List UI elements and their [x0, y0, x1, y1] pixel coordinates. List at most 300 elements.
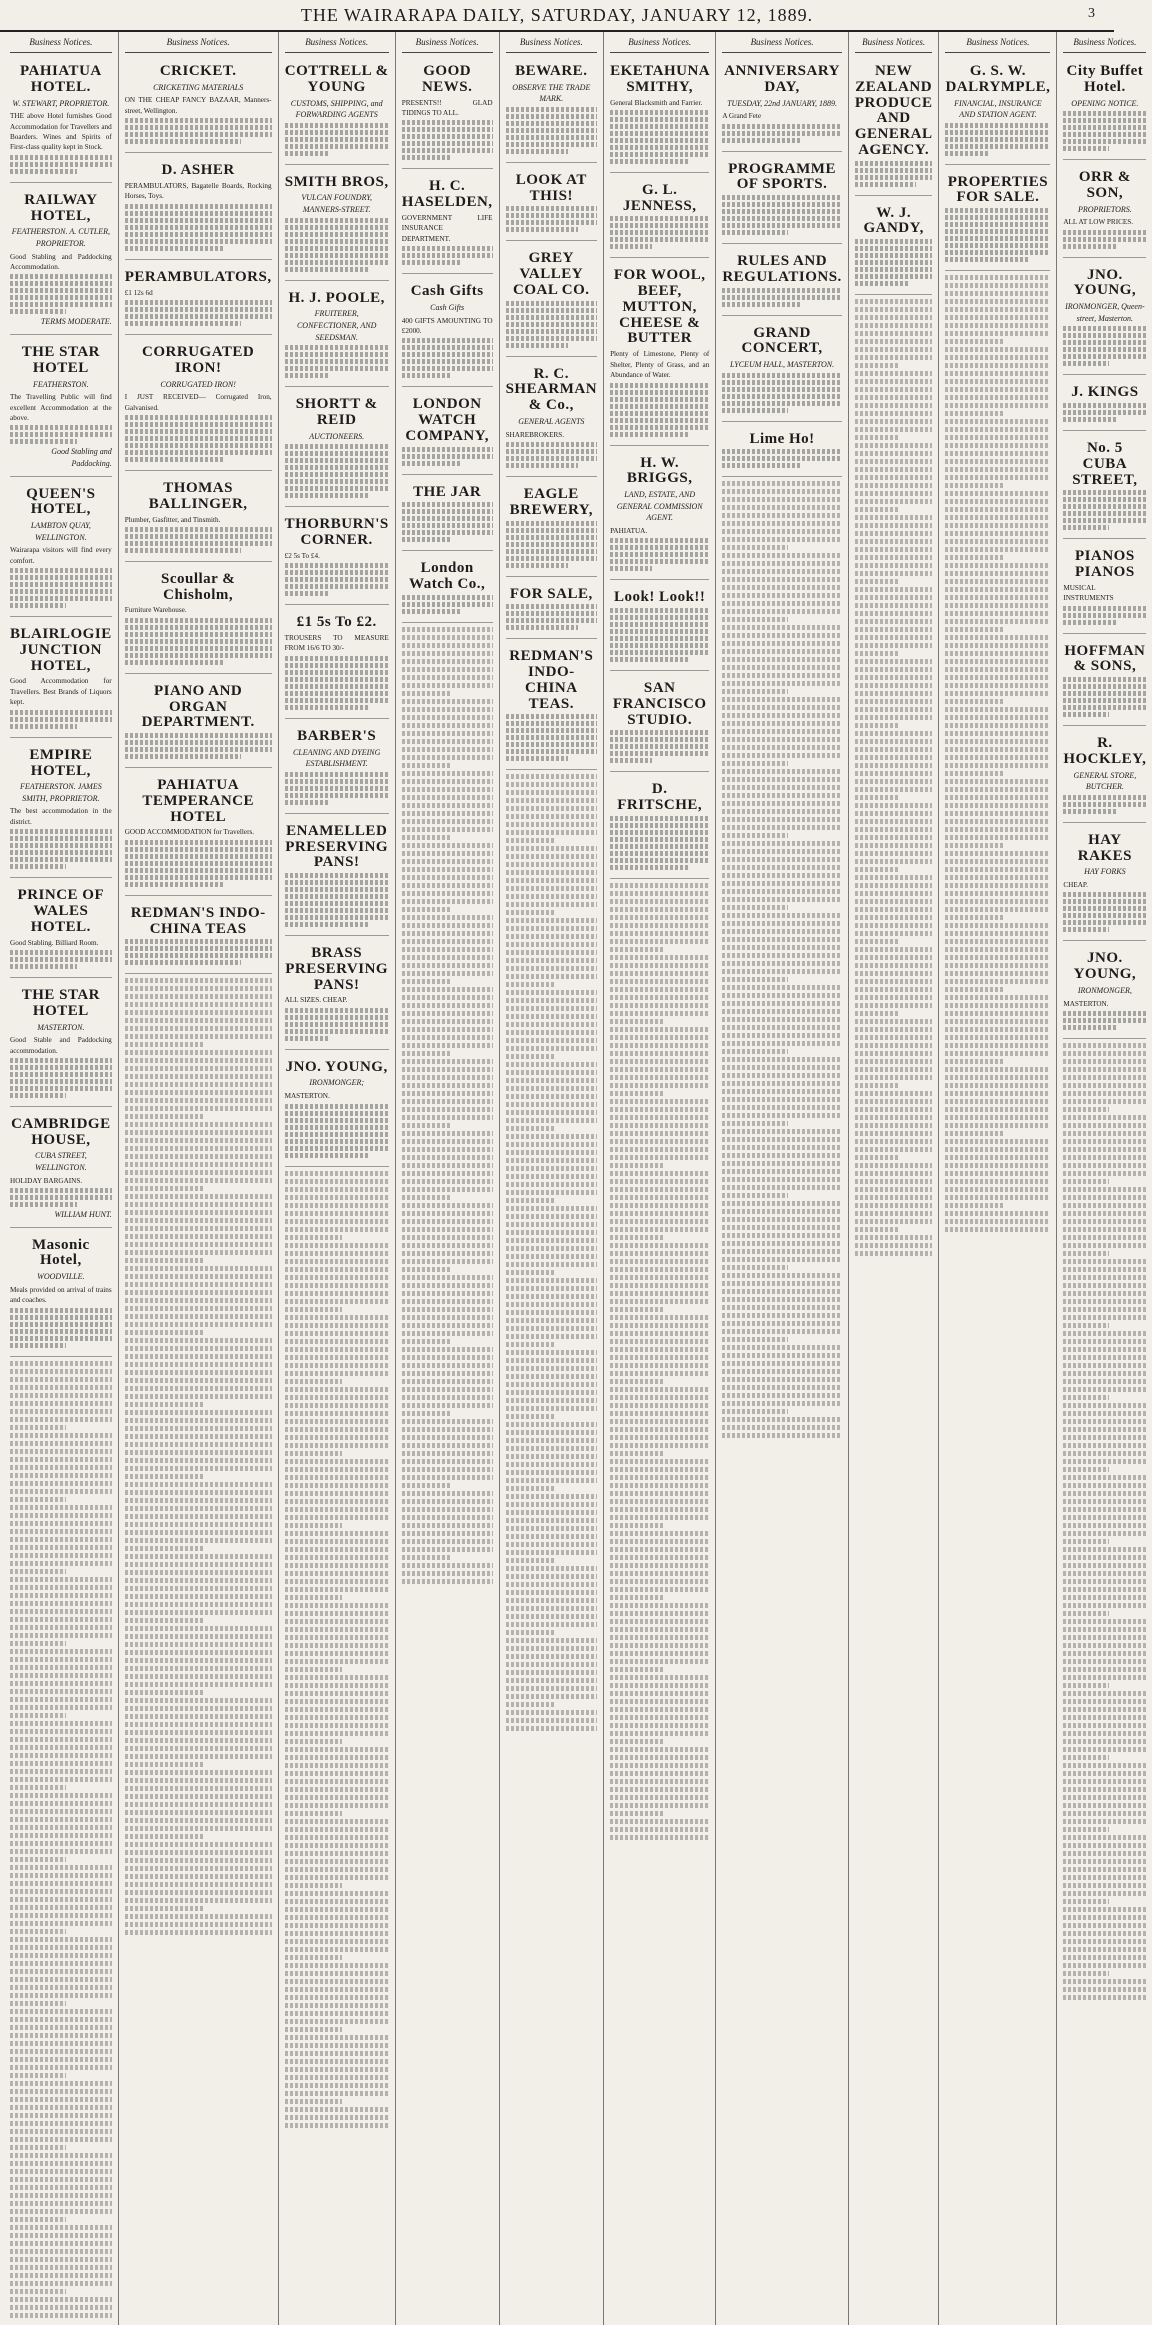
print-line	[855, 253, 933, 258]
print-line	[10, 857, 112, 862]
print-line	[402, 1107, 493, 1112]
print-line	[506, 1278, 598, 1283]
print-line	[945, 371, 1050, 376]
print-line	[722, 1313, 842, 1318]
print-line	[722, 1025, 842, 1030]
print-line	[855, 161, 933, 166]
print-line	[285, 1883, 342, 1888]
print-line	[402, 141, 493, 146]
print-line	[125, 1322, 272, 1327]
print-line	[1063, 1227, 1146, 1232]
print-line	[1063, 698, 1146, 703]
print-line	[285, 1211, 389, 1216]
print-line	[10, 1961, 112, 1966]
print-line	[125, 1090, 272, 1095]
print-line	[610, 138, 709, 143]
print-line	[402, 1387, 493, 1392]
print-line	[402, 667, 493, 672]
print-line	[402, 1323, 493, 1328]
print-line	[125, 1210, 272, 1215]
print-line	[506, 1646, 598, 1651]
print-line	[945, 819, 1050, 824]
print-line	[945, 659, 1050, 664]
print-line	[506, 315, 598, 320]
print-line	[125, 1282, 272, 1287]
print-line	[1063, 146, 1109, 151]
print-line	[402, 643, 493, 648]
print-line	[945, 427, 1050, 432]
print-line	[610, 1835, 709, 1840]
print-line	[855, 363, 898, 368]
print-line	[1063, 1491, 1146, 1496]
print-line	[125, 1386, 272, 1391]
print-line	[855, 547, 933, 552]
print-line	[855, 1123, 933, 1128]
print-line	[855, 451, 933, 456]
print-line	[610, 1547, 709, 1552]
print-line	[1063, 1867, 1146, 1872]
print-line	[402, 1579, 493, 1584]
print-line	[506, 774, 598, 779]
column-heading: Business Notices.	[125, 36, 272, 53]
print-line	[285, 1595, 342, 1600]
print-line	[285, 486, 389, 491]
print-line	[125, 1474, 206, 1479]
print-line	[506, 121, 598, 126]
column-5	[500, 32, 605, 2325]
print-line	[945, 243, 1050, 248]
print-line	[722, 1305, 842, 1310]
print-line	[125, 733, 272, 738]
print-line	[855, 1067, 933, 1072]
print-line	[945, 891, 1050, 896]
print-line	[610, 1187, 709, 1192]
advertisement	[285, 169, 389, 281]
print-line	[125, 232, 272, 237]
ad-title: CORRUGATED IRON!	[142, 344, 255, 376]
print-line	[506, 838, 556, 843]
print-line	[610, 1499, 709, 1504]
print-line	[125, 1178, 272, 1183]
print-line	[1063, 1443, 1146, 1448]
print-line	[722, 497, 842, 502]
print-line	[125, 1010, 272, 1015]
print-line	[1063, 1763, 1146, 1768]
print-line	[285, 584, 389, 589]
print-line	[506, 1334, 598, 1339]
print-line	[855, 955, 933, 960]
print-line	[610, 899, 709, 904]
print-line	[506, 1102, 598, 1107]
ad-body: PRESENTS!! GLAD TIDINGS TO ALL.	[401, 98, 493, 117]
print-line	[945, 387, 1050, 392]
advertisement	[506, 167, 598, 242]
print-line	[945, 683, 1050, 688]
print-line	[722, 897, 842, 902]
print-line	[855, 787, 933, 792]
print-line	[10, 1913, 112, 1918]
print-line	[285, 1235, 342, 1240]
print-line	[945, 144, 1050, 149]
print-line	[285, 2003, 389, 2008]
advertisement	[610, 262, 709, 445]
print-line	[945, 939, 1050, 944]
print-line	[506, 1174, 598, 1179]
print-line	[10, 1417, 112, 1422]
print-line	[125, 429, 272, 434]
print-line	[945, 275, 1050, 280]
print-line	[506, 1078, 598, 1083]
print-line	[285, 1571, 389, 1576]
print-line	[945, 1179, 1050, 1184]
print-line	[125, 1050, 272, 1055]
print-line	[285, 1651, 389, 1656]
print-line	[125, 1394, 272, 1399]
print-line	[10, 957, 112, 962]
print-line	[506, 735, 598, 740]
print-line	[855, 563, 933, 568]
print-line	[1063, 1723, 1146, 1728]
column-heading: Business Notices.	[610, 36, 709, 53]
print-line	[1063, 1539, 1109, 1544]
print-line	[945, 395, 1050, 400]
advertisement	[285, 940, 389, 1050]
print-line	[506, 1382, 598, 1387]
print-line	[506, 1670, 598, 1675]
print-line	[10, 1713, 66, 1718]
print-line	[855, 963, 933, 968]
ad-subtitle: LAND, ESTATE, AND GENERAL COMMISSION AGENT.	[616, 490, 703, 523]
ad-body: GOOD ACCOMMODATION for Travellers.	[124, 828, 255, 837]
print-line	[10, 1681, 112, 1686]
print-line	[506, 1622, 598, 1627]
print-line	[125, 218, 272, 223]
print-line	[722, 1233, 842, 1238]
print-line	[506, 1134, 598, 1139]
print-line	[402, 1451, 493, 1456]
advertisement	[945, 169, 1050, 272]
print-line	[506, 1318, 598, 1323]
print-line	[722, 1249, 842, 1254]
print-line	[402, 1363, 493, 1368]
print-line	[610, 131, 709, 136]
print-line	[945, 747, 1050, 752]
print-line	[506, 1430, 598, 1435]
print-line	[855, 1203, 933, 1208]
print-line	[855, 995, 933, 1000]
print-line	[285, 1747, 389, 1752]
ad-title: REDMAN'S INDO-CHINA TEAS	[130, 904, 266, 937]
print-line	[506, 135, 598, 140]
print-line	[610, 816, 709, 821]
ad-title: Scoullar & Chisholm,	[160, 570, 236, 603]
ad-title: Lime Ho!	[749, 430, 815, 447]
print-line	[125, 1146, 272, 1151]
print-line	[285, 1939, 389, 1944]
print-line	[125, 118, 272, 123]
print-line	[125, 1674, 272, 1679]
print-line	[1063, 1595, 1146, 1600]
print-line	[285, 1363, 389, 1368]
print-line	[722, 1337, 788, 1342]
print-line	[610, 650, 709, 655]
print-line	[506, 974, 598, 979]
print-line	[10, 2017, 112, 2022]
print-line	[125, 1490, 272, 1495]
print-line	[285, 1867, 389, 1872]
print-line	[610, 1659, 709, 1664]
print-line	[855, 603, 933, 608]
print-line	[10, 1993, 112, 1998]
print-line	[945, 419, 1050, 424]
advertisement	[402, 555, 493, 623]
print-line	[402, 1291, 493, 1296]
print-line	[722, 1209, 842, 1214]
ad-title: JNO. YOUNG,	[1073, 950, 1137, 983]
print-line	[125, 1658, 272, 1663]
print-line	[125, 632, 272, 637]
print-line	[402, 1547, 493, 1552]
print-line	[125, 939, 272, 944]
print-line	[402, 819, 493, 824]
print-line	[722, 977, 788, 982]
column-10	[1057, 32, 1152, 2325]
print-line	[945, 339, 1003, 344]
print-line	[610, 1603, 709, 1608]
print-line	[1063, 1018, 1146, 1023]
print-line	[506, 1422, 598, 1427]
print-line	[125, 1506, 272, 1511]
print-line	[402, 1139, 493, 1144]
print-line	[1063, 410, 1146, 415]
ad-body: ON THE CHEAP FANCY BAZAAR, Manners-street, Wellington.	[124, 96, 272, 115]
print-line	[285, 563, 389, 568]
print-line	[10, 2233, 112, 2238]
masthead-title: THE WAIRARAPA DAILY, SATURDAY, JANUARY 12, 1889.	[300, 4, 814, 25]
print-line	[1063, 1627, 1146, 1632]
print-line	[945, 475, 1050, 480]
column-1	[4, 32, 119, 2325]
print-line	[402, 1155, 493, 1160]
print-line	[610, 1475, 709, 1480]
print-line	[855, 947, 933, 952]
print-line	[855, 587, 933, 592]
ad-subtitle: CLEANING AND DYEING ESTABLISHMENT.	[292, 747, 381, 769]
print-line	[285, 352, 389, 357]
print-line	[402, 1483, 452, 1488]
ad-title: FOR WOOL, BEEF, MUTTON, CHEESE & BUTTER	[613, 267, 706, 347]
print-line	[1063, 1139, 1146, 1144]
print-line	[610, 1123, 709, 1128]
print-line	[1063, 1827, 1109, 1832]
print-line	[10, 1849, 112, 1854]
print-line	[722, 288, 842, 293]
print-line	[125, 1298, 272, 1303]
column-fill	[722, 481, 842, 1438]
advertisement	[1063, 164, 1146, 258]
print-line	[855, 1011, 898, 1016]
print-line	[285, 1491, 389, 1496]
print-line	[285, 1691, 389, 1696]
print-line	[125, 225, 272, 230]
print-line	[945, 755, 1050, 760]
print-line	[402, 995, 493, 1000]
print-line	[722, 937, 842, 942]
print-line	[1063, 1131, 1146, 1136]
print-line	[1063, 354, 1146, 359]
print-line	[10, 1753, 112, 1758]
print-line	[402, 1091, 493, 1096]
print-line	[10, 829, 112, 834]
print-line	[1063, 1995, 1146, 2000]
print-line	[945, 1163, 1050, 1168]
print-line	[506, 830, 598, 835]
advertisement	[722, 58, 842, 152]
print-line	[1063, 1771, 1146, 1776]
print-line	[506, 1454, 598, 1459]
print-line	[610, 1171, 709, 1176]
print-line	[285, 1435, 389, 1440]
print-line	[610, 622, 709, 627]
print-line	[402, 659, 493, 664]
advertisement	[610, 675, 709, 772]
print-line	[610, 124, 709, 129]
print-line	[10, 1065, 112, 1070]
print-line	[610, 1219, 709, 1224]
print-line	[610, 1819, 709, 1824]
print-line	[125, 1858, 272, 1863]
print-line	[506, 1718, 598, 1723]
print-line	[285, 232, 389, 237]
advertisement	[1063, 435, 1146, 539]
column-7	[716, 32, 849, 2325]
print-line	[285, 1146, 389, 1151]
print-line	[10, 295, 112, 300]
print-line	[1063, 1291, 1146, 1296]
print-line	[285, 1931, 389, 1936]
print-line	[722, 817, 842, 822]
print-line	[945, 355, 1050, 360]
print-line	[10, 1641, 66, 1646]
print-line	[10, 1721, 112, 1726]
print-line	[855, 851, 933, 856]
print-line	[855, 1243, 933, 1248]
print-line	[285, 1187, 389, 1192]
ad-title: COTTRELL & YOUNG	[284, 63, 389, 95]
ad-title: HOFFMAN & SONS,	[1064, 642, 1146, 675]
print-line	[125, 211, 272, 216]
print-line	[945, 531, 1050, 536]
ad-title: PIANOS PIANOS	[1075, 548, 1135, 581]
print-line	[506, 1598, 598, 1603]
print-line	[855, 1027, 933, 1032]
print-line	[402, 246, 493, 251]
print-line	[10, 1361, 112, 1366]
print-line	[1063, 1371, 1146, 1376]
print-line	[10, 1777, 112, 1782]
print-line	[285, 577, 389, 582]
ad-title: D. FRITSCHE,	[617, 781, 703, 814]
print-line	[10, 2049, 112, 2054]
print-line	[402, 843, 493, 848]
print-line	[402, 1011, 493, 1016]
print-line	[610, 657, 690, 662]
print-line	[10, 1058, 112, 1063]
print-line	[610, 1035, 709, 1040]
print-line	[402, 1075, 493, 1080]
print-line	[10, 1561, 112, 1566]
ad-subtitle: CUBA STREET, WELLINGTON.	[34, 1151, 87, 1173]
print-line	[125, 1402, 206, 1407]
print-line	[285, 1259, 389, 1264]
print-line	[125, 840, 272, 845]
print-line	[285, 1947, 389, 1952]
print-line	[285, 1547, 389, 1552]
print-line	[506, 1550, 598, 1555]
print-line	[722, 138, 801, 143]
ad-subtitle: FINANCIAL, INSURANCE AND STATION AGENT.	[954, 98, 1042, 120]
print-line	[610, 152, 709, 157]
advertisement	[506, 481, 598, 577]
print-line	[506, 1374, 598, 1379]
ad-title: City Buffet Hotel.	[1066, 63, 1144, 95]
print-line	[285, 1667, 342, 1672]
ad-title: SHORTT & REID	[295, 396, 378, 428]
print-line	[722, 209, 842, 214]
print-line	[125, 1018, 272, 1023]
print-line	[506, 1518, 598, 1523]
print-line	[402, 1379, 493, 1384]
print-line	[1063, 1315, 1146, 1320]
print-line	[610, 1643, 709, 1648]
print-line	[285, 1579, 389, 1584]
print-line	[722, 1345, 842, 1350]
print-line	[506, 618, 598, 623]
print-line	[506, 1398, 598, 1403]
advertisement	[125, 475, 272, 562]
print-line	[945, 731, 1050, 736]
print-line	[610, 432, 690, 437]
print-line	[722, 793, 842, 798]
print-line	[722, 753, 842, 758]
print-line	[285, 698, 389, 703]
print-line	[610, 629, 709, 634]
print-line	[506, 1022, 598, 1027]
print-line	[722, 124, 842, 129]
print-line	[610, 1131, 709, 1136]
print-line	[855, 707, 933, 712]
print-line	[945, 1219, 1050, 1224]
print-line	[722, 1049, 788, 1054]
print-line	[945, 651, 1050, 656]
print-line	[1063, 244, 1118, 249]
print-line	[722, 1113, 842, 1118]
print-line	[125, 1226, 272, 1231]
print-line	[945, 867, 1050, 872]
print-line	[285, 2027, 342, 2032]
print-line	[402, 134, 493, 139]
print-line	[506, 1054, 556, 1059]
print-line	[855, 739, 933, 744]
print-line	[1063, 1419, 1146, 1424]
print-line	[1063, 111, 1146, 116]
print-line	[1063, 525, 1109, 530]
print-line	[722, 889, 842, 894]
print-line	[855, 371, 933, 376]
print-line	[402, 1235, 493, 1240]
print-line	[285, 1619, 389, 1624]
print-line	[506, 742, 598, 747]
